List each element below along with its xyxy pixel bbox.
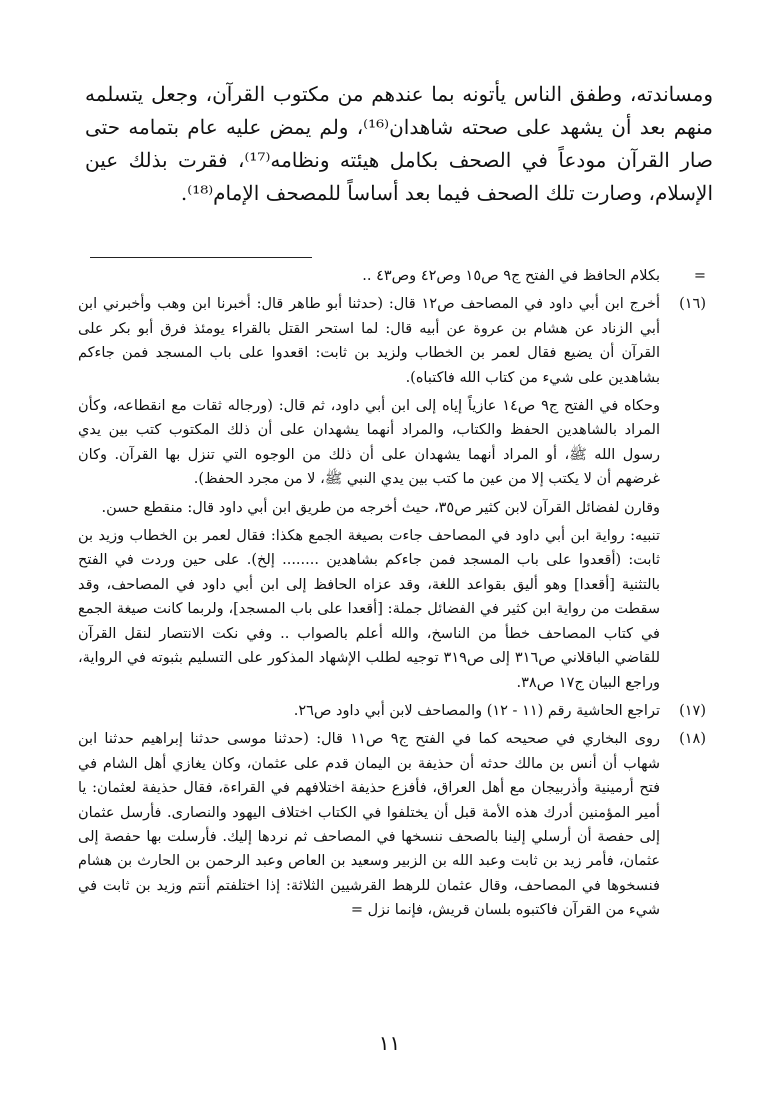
footnote-paragraph: وحكاه في الفتح ج٩ ص١٤ عازياً إياه إلى ابن أبي داود، ثم قال: (ورجاله ثقات مع انقطاعه، وكأن المراد بالشاهدين الحفظ والكتاب، والمراد أنهما يشهدان على أن ذلك المكتوب كتب بين يدي رسول الله ﷺ، أو المراد أنهما يشهدان على أن ذلك من الوجوه التي تنزل بها القرآن. وكان غرضهم أن لا يكتب إلا من عين ما كتب بين يدي النبي ﷺ، لا من مجرد الحفظ). [78,398,660,488]
footnote-separator [90,257,312,258]
footnote-18 [78,727,706,922]
footnote-number: (١٦) [679,296,706,313]
footnote-number: (١٨) [679,731,706,748]
page-number: ١١ [378,1031,401,1055]
main-paragraph: ومساندته، وطفق الناس يأتونه بما عندهم من مكتوب القرآن، وجعل يتسلمه منهم بعد أن يشهد على صحته شاهدان⁽¹⁶⁾، ولم يمض عليه عام بتمامه حتى صار القرآن مودعاً في الصحف بكامل هيئته ونظامه⁽¹⁷⁾، فقرت بذلك عين الإسلام، وصارت تلك الصحف فيما بعد أساساً للمصحف الإمام⁽¹⁸⁾. [85,82,713,205]
main-text [85,78,713,210]
footnote-paragraph: روى البخاري في صحيحه كما في الفتح ج٩ ص١١ قال: (حدثنا موسى حدثنا إبراهيم حدثنا ابن شهاب أن أنس بن مالك حدثه أن حذيفة بن اليمان قدم على عثمان، وكان يغازي أهل الشام في فتح أرمينية وأذربيجان مع أهل العراق، فأفزع حذيفة اختلافهم في القراءة، فقال حذيفة لعثمان: يا أمير المؤمنين أدرك هذه الأمة قبل أن يختلفوا في الكتاب اختلاف اليهود والنصارى. فأرسل عثمان إلى حفصة أن أرسلي إلينا بالصحف ننسخها في المصاحف ثم نردها إليك. فأرسلت بها حفصة إلى عثمان، فأمر زيد بن ثابت وعبد الله بن الزبير وسعيد بن العاص وعبد الرحمن بن الحارث بن هشام فنسخوها في المصاحف، وقال عثمان للرهط القرشيين الثلاثة: إذا اختلفتم أنتم وزيد بن ثابت في شيء من القرآن فاكتبوه بلسان قريش، فإنما نزل = [78,731,661,919]
footnote-17 [78,699,706,723]
footnote-paragraph: تنبيه: رواية ابن أبي داود في المصاحف جاءت بصيغة الجمع هكذا: فقال لعمر بن الخطاب وزيد بن ثابت: (أقعدوا على باب المسجد فمن جاءكم بشاهدين ........ إلخ). على حين وردت في الفتح بالتثنية [أقعدا] وهو أليق بقواعد اللغة، وقد عزاه الحافظ إلى ابن أبي داود في المصاحف، وقد سقطت من رواية ابن كثير في الفضائل جملة: [أقعدا على باب المسجد]، ولربما كانت صيغة الجمع في كتاب المصاحف خطأ من الناسخ، والله أعلم بالصواب .. وفي نكت الانتصار لنقل القرآن للقاضي الباقلاني ص٣١٦ إلى ص٣١٩ توجيه لطلب الإشهاد المذكور على التسليم بثبوته في الرواية، وراجع البيان ج١٧ ص٣٨. [78,528,661,691]
footnotes [78,264,706,927]
footnote-paragraph: أخرج ابن أبي داود في المصاحف ص١٢ قال: (حدثنا أبو طاهر قال: أخبرنا ابن وهب وأخبرني ابن أبي الزناد عن هشام بن عروة عن أبيه قال: لما استحر القتل بالقراء يومئذ فرق أبو بكر على القرآن أن يضيع فقال لعمر بن الخطاب ولزيد بن ثابت: اقعدوا على باب المسجد فمن جاءكم بشاهدين على شيء من كتاب الله فاكتباه). [78,296,660,386]
footnote-paragraph: بكلام الحافظ في الفتح ج٩ ص١٥ وص٤٢ وص٤٣ .. [362,268,660,284]
footnote-number: = [693,268,706,284]
footnote-number: (١٧) [679,702,706,719]
footnote-continuation [78,264,706,288]
footnote-paragraph: تراجع الحاشية رقم (١١ - ١٢) والمصاحف لابن أبي داود ص٢٦. [293,702,660,719]
footnote-16 [78,292,706,695]
footnote-paragraph: وقارن لفضائل القرآن لابن كثير ص٣٥، حيث أخرجه من طريق ابن أبي داود قال: منقطع حسن. [101,499,660,516]
